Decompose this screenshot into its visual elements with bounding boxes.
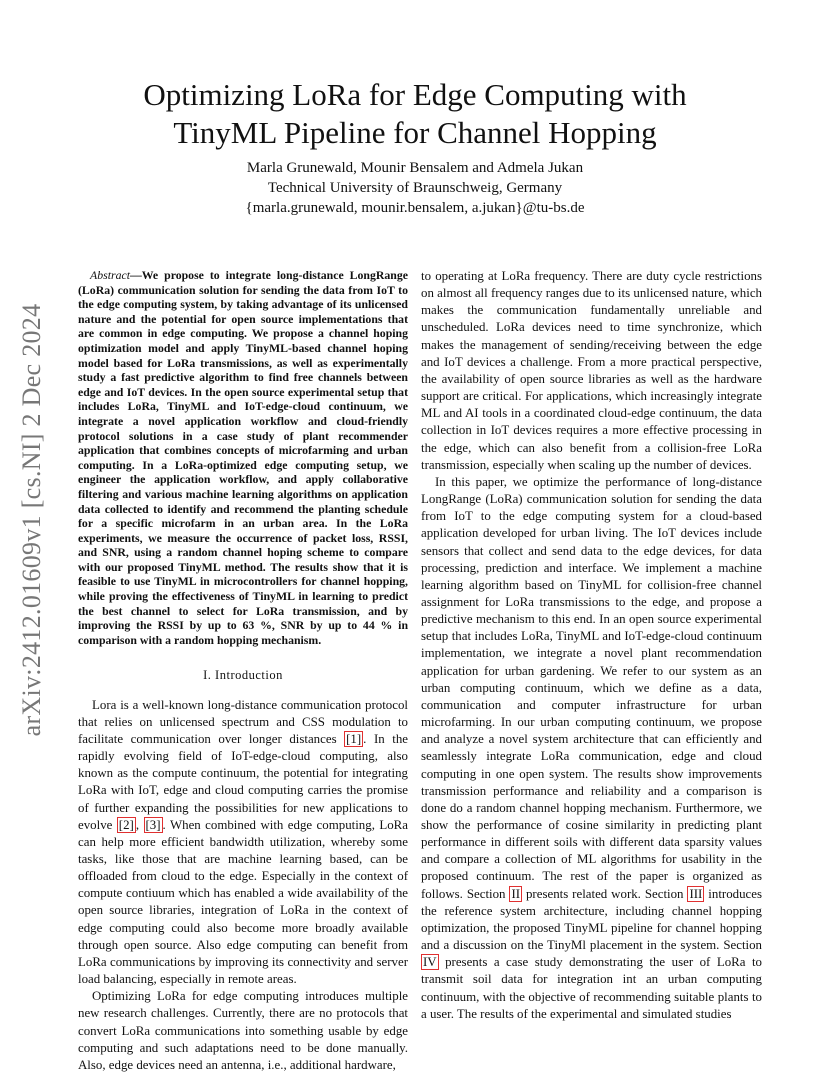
body-text: presents a case study demonstrating the user of LoRa to transmit soil data for integration int an urban computing continuum, with the objective of recommending suitable plants to a user. The results of the experimental and simulated studies xyxy=(421,955,762,1021)
author-block xyxy=(80,158,750,218)
author-emails: {marla.grunewald, mounir.bensalem, a.jukan}@tu-bs.de xyxy=(245,200,585,216)
intro-text: Lora is a well-known long-distance communication protocol that relies on unlicensed spectrum and CSS modulation to facilitate communication over longer distances xyxy=(78,697,408,746)
affiliation: Technical University of Braunschweig, Germany xyxy=(267,180,563,196)
citation-link-2[interactable]: [2] xyxy=(118,817,134,832)
section-link-iv[interactable]: IV xyxy=(423,955,437,970)
right-paragraph-2 xyxy=(421,474,762,1023)
citation-link-3[interactable]: [3] xyxy=(145,817,161,832)
section-link-ii[interactable]: II xyxy=(511,886,521,901)
body-text: introduces the reference system architecture, including channel hopping optimization, the proposed TinyML pipeline for channel hopping and a discussion on the TinyMl placement in the system. Section xyxy=(421,886,762,953)
section-link-iii[interactable]: III xyxy=(689,886,703,901)
intro-paragraph-1 xyxy=(78,697,408,989)
abstract-text: —We propose to integrate long-distance LongRange (LoRa) communication solution for sending the data from IoT to the edge computing system, by taking advantage of its unlicensed nature and the potential for open source implementations that are common in edge computing. We propose a channel hoping optimization model and apply TinyML-based channel hoping model based for LoRa transmissions, as well as experimentally study a fast predictive algorithm to find free channels between edge and IoT devices. In the open source experimental setup that includes LoRa, TinyML and IoT-edge-cloud continuum, we integrate a novel application workflow and cloud-friendly protocol solutions in a case study of plant recommender application that combines concepts of microfarming and urban computing. In a LoRa-optimized edge computing setup, we engineer the application workflow, and apply collaborative filtering and various machine learning algorithms on application data collected to identify and recommend the planting schedule for a specific microfarm in an urban area. In the LoRa experiments, we measure the occurrence of packet loss, RSSI, and SNR, using a random channel hoping scheme to compare with our proposed TinyML method. The results show that it is feasible to use TinyML in microcontrollers for channel hopping, while proving the effectiveness of TinyML in learning to predict the best channel to select for LoRa transmission, and by improving the RSSI by up to 63 %, SNR by up to 44 % in comparison with a random hopping mechanism. xyxy=(78,268,408,647)
title-line-2: TinyML Pipeline for Channel Hopping xyxy=(173,115,657,150)
title-line-1: Optimizing LoRa for Edge Computing with xyxy=(143,77,687,112)
abstract xyxy=(78,268,408,647)
section-heading-introduction: I. Introduction xyxy=(203,668,283,683)
arxiv-identifier: arXiv:2412.01609v1 [cs.NI] 2 Dec 2024 xyxy=(17,303,46,737)
right-paragraph-1: to operating at LoRa frequency. There are duty cycle restrictions on almost all frequency ranges due to its unlicensed nature, which makes the communication fundamentally unreliable and unscheduled. LoRa devices need to time synchronize, which makes the management of sending/receiving between the edge and IoT devices a challenge. From a more practical perspective, the availability of open source libraries as well as the hardware support are critical. For applications, which increasingly integrate ML and AI tools in a coordinated cloud-edge continuum, the data collection in IoT devices requires a more effective processing in the edge, which can also benefit from a collision-free LoRa transmission, especially when scaling up the number of devices. xyxy=(421,269,762,472)
author-names: Marla Grunewald, Mounir Bensalem and Admela Jukan xyxy=(246,160,584,176)
citation-link-1[interactable]: [1] xyxy=(346,731,362,746)
abstract-label: Abstract xyxy=(90,268,130,282)
arxiv-sidebar-stamp xyxy=(12,280,52,760)
intro-paragraph-2: Optimizing LoRa for edge computing introduces multiple new research challenges. Currently, there are no protocols that convert LoRa communications into something usable by edge computing and such adaptations need to be done manually. Also, edge devices need an antenna, i.e., additional hardware, xyxy=(78,989,408,1072)
right-column xyxy=(421,268,762,1023)
intro-text: . When combined with edge computing, LoRa can help more efficient bandwidth utilization, whereby some tasks, like those that are machine learning based, can be offloaded from cloud to the edge. Especially in the context of compute contiuum which has enabled a wide availability of the open source libraries, integration of LoRa in the context of edge computing could also become more broadly available through open source. Also edge computing can benefit from LoRa communications by improving its connectivity and server load balancing, especially in remote areas. xyxy=(78,817,408,987)
paper-title xyxy=(80,76,750,152)
intro-text: . In the rapidly evolving field of IoT-edge-cloud computing, also known as the compute continuum, the potential for integrating LoRa with IoT, edge and cloud computing carries the promise of further expanding the possibilities for new applications to evolve xyxy=(78,731,408,832)
body-text: In this paper, we optimize the performance of long-distance LongRange (LoRa) communication solution for sending the data from IoT to the edge computing system for a cloud-based application developed for urban living. The IoT devices include sensors that collect and send data to the edge devices, for data processing, prediction and interface. We implement a machine learning algorithm based on TinyML for collision-free channel assignment for LoRa transmissions to the edge, and propose a predictive mechanism to this end. In an open source experimental setup that includes LoRa, TinyML and IoT-edge-cloud continuum implementation, we integrate a novel plant recommendation application for urban gardening. We refer to our system as an urban computing continuum, which we define as a data, communication and computer infrastructure for urban microfarming. In our urban computing continuum, we propose and analyze a novel system architecture that can efficiently and seamlessly integrate LoRa communication, edge and cloud computing in one open system. The results show improvements transmission performance and reliability and a comparison is done do a random channel hopping mechanism. Furthermore, we show the performance of cosine similarity in predicting plant performance in different soils with different data sparsity values and compare a collection of ML algorithms for usability in the proposed continuum. The rest of the paper is organized as follows. Section xyxy=(421,474,762,901)
body-text: presents related work. Section xyxy=(522,886,688,901)
left-column xyxy=(78,268,408,1074)
intro-text: , xyxy=(135,817,144,832)
